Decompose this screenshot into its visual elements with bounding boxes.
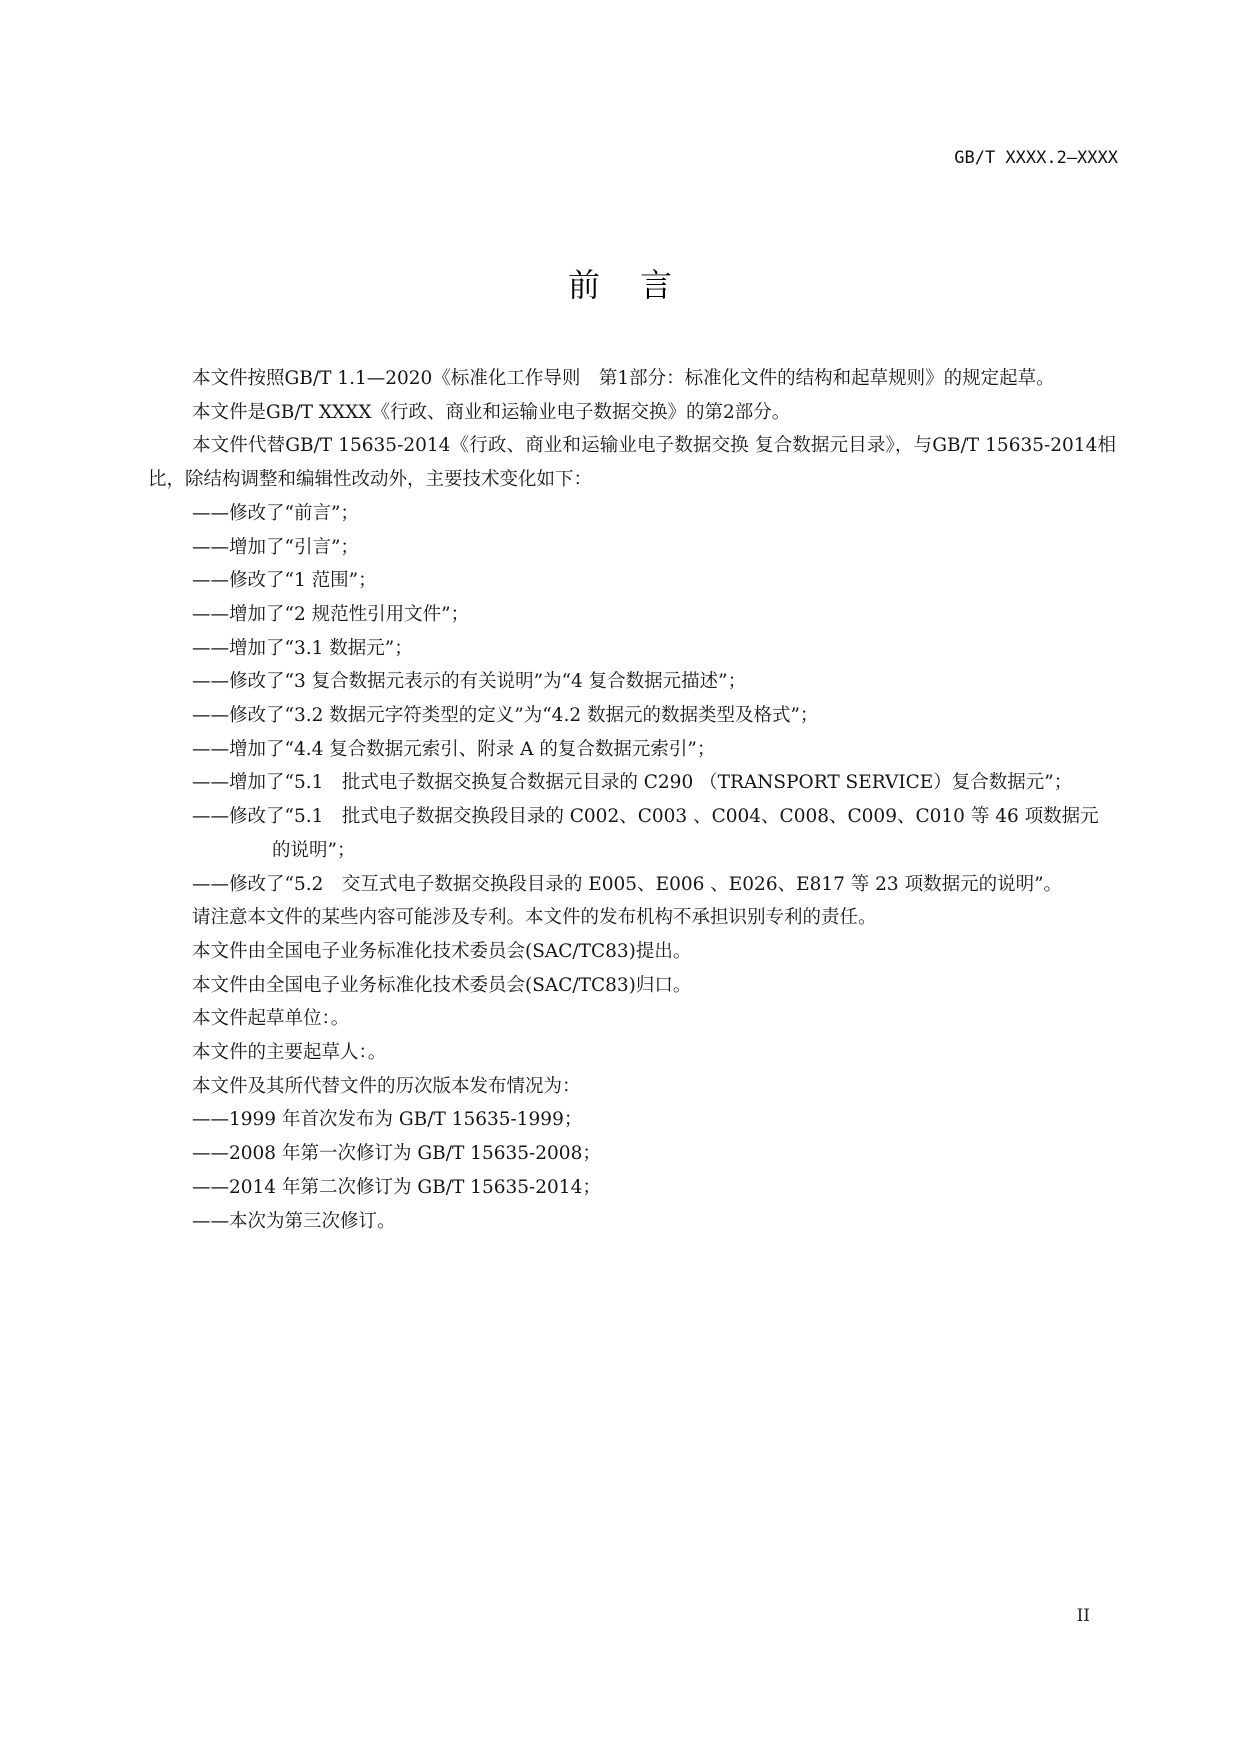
version-history-list <box>148 1103 1116 1238</box>
standard-code: GB/T XXXX.2—XXXX <box>954 148 1118 168</box>
list-item <box>148 868 1116 902</box>
list-item-text: ——增加了“5.1 批式电子数据交换复合数据元目录的 C290 （TRANSPORT SERVICE）复合数据元”； <box>192 772 1073 794</box>
list-item: ——增加了“4.4 复合数据元索引、附录 A 的复合数据元索引”； <box>192 738 716 760</box>
list-item: ——本次为第三次修订。 <box>192 1210 396 1232</box>
list-item: ——修改了“3.2 数据元字符类型的定义”为“4.2 数据元的数据类型及格式”； <box>192 705 819 727</box>
foreword-paragraph: 本文件是GB/T XXXX《行政、商业和运输业电子数据交换》的第2部分。 <box>192 401 791 423</box>
list-item: ——修改了“前言”； <box>192 502 359 524</box>
technical-changes-list <box>148 497 1116 901</box>
list-item: ——增加了“3.1 数据元”； <box>192 637 413 659</box>
foreword-paragraph: 本文件代替GB/T 15635-2014《行政、商业和运输业电子数据交换 复合数据元目录》，与GB/T 15635-2014相比，除结构调整和编辑性改动外，主要技术变化如下： <box>148 435 1116 491</box>
foreword-paragraph: 本文件的主要起草人：。 <box>192 1042 387 1064</box>
list-item-text: ——修改了“5.1 批式电子数据交换段目录的 C002、C003 、C004、C008、C009、C010 等 46 项数据元的说明”； <box>192 806 1099 861</box>
foreword-paragraph: 本文件及其所代替文件的历次版本发布情况为： <box>192 1075 581 1097</box>
list-item: ——增加了“引言”； <box>192 536 359 558</box>
page-number: II <box>1076 1606 1090 1626</box>
foreword-paragraph: 本文件起草单位：。 <box>192 1008 350 1030</box>
list-item: ——增加了“2 规范性引用文件”； <box>192 603 470 625</box>
list-item: ——修改了“3 复合数据元表示的有关说明”为“4 复合数据元描述”； <box>192 671 747 693</box>
foreword-body <box>148 362 1116 1238</box>
list-item: ——1999 年首次发布为 GB/T 15635-1999； <box>192 1109 583 1131</box>
foreword-paragraph: 本文件由全国电子业务标准化技术委员会(SAC/TC83)归口。 <box>192 974 692 996</box>
page-title: 前言 <box>567 266 712 304</box>
list-item: ——2014 年第二次修订为 GB/T 15635-2014； <box>192 1176 601 1198</box>
foreword-paragraph: 本文件按照GB/T 1.1—2020《标准化工作导则 第1部分：标准化文件的结构和起草规则》的规定起草。 <box>192 368 1055 389</box>
list-item <box>148 766 1116 800</box>
foreword-paragraph: 请注意本文件的某些内容可能涉及专利。本文件的发布机构不承担识别专利的责任。 <box>192 907 877 929</box>
list-item: ——2008 年第一次修订为 GB/T 15635-2008； <box>192 1143 601 1165</box>
list-item: ——修改了“1 范围”； <box>192 570 377 592</box>
list-item-text: ——修改了“5.2 交互式电子数据交换段目录的 E005、E006 、E026、E817 等 23 项数据元的说明”。 <box>192 873 1063 895</box>
list-item <box>148 800 1116 867</box>
foreword-paragraph: 本文件由全国电子业务标准化技术委员会(SAC/TC83)提出。 <box>192 940 692 962</box>
